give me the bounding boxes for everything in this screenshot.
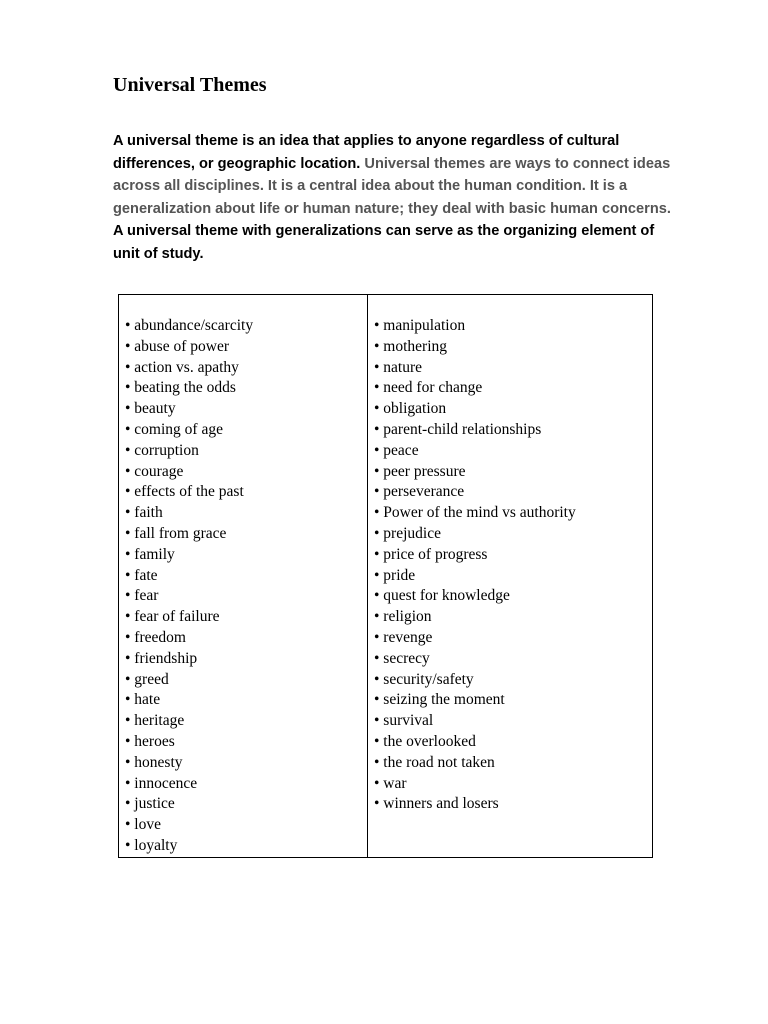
theme-list-item: • quest for knowledge (374, 587, 510, 605)
theme-list-item: • loyalty (125, 836, 178, 854)
theme-list-item: • fear (125, 587, 159, 605)
theme-list-item: • fear of failure (125, 608, 220, 626)
theme-list-item: • justice (125, 795, 175, 813)
theme-list-item: • obligation (374, 400, 447, 418)
theme-list-item: • coming of age (125, 420, 223, 438)
theme-list-item: • abundance/scarcity (125, 317, 254, 334)
theme-list-item: • religion (374, 608, 432, 626)
theme-list-item: • fate (125, 566, 158, 584)
theme-list-item: • hate (125, 691, 161, 709)
intro-paragraph (113, 130, 673, 265)
theme-list-item: • honesty (125, 753, 183, 771)
theme-list-item: • seizing the moment (374, 691, 505, 709)
theme-list-item: • action vs. apathy (125, 358, 239, 376)
page-title: Universal Themes (113, 74, 267, 96)
theme-list-item: • perseverance (374, 483, 465, 501)
themes-list-left (119, 295, 367, 857)
theme-list-item: • friendship (125, 649, 198, 667)
theme-list-item: • pride (374, 566, 416, 584)
theme-list-item: • manipulation (374, 317, 466, 334)
theme-list-item: • family (125, 545, 175, 563)
theme-list-item: • need for change (374, 379, 483, 397)
theme-list-item: • beating the odds (125, 379, 236, 397)
themes-list-right (368, 295, 652, 815)
intro-conclusion: A universal theme with generalizations can serve as the organizing element of unit of study. (113, 223, 655, 262)
theme-list-item: • parent-child relationships (374, 420, 542, 438)
intro-explanation: Universal themes are ways to connect ideas across all disciplines. It is a central idea about the human condition. It is a generalization about life or human nature; they deal with basic human concerns. (113, 155, 671, 217)
theme-list-item: • the road not taken (374, 753, 495, 771)
intro-definition: A universal theme is an idea that applies to anyone regardless of cultural differences, or geographic location. (113, 133, 620, 172)
theme-list-item: • mothering (374, 337, 448, 355)
theme-list-item: • faith (125, 504, 163, 522)
themes-column-right (368, 295, 653, 858)
theme-list-item: • abuse of power (125, 337, 229, 355)
theme-list-item: • prejudice (374, 524, 441, 542)
themes-column-left (119, 295, 368, 858)
theme-list-item: • peace (374, 441, 419, 459)
theme-list-item: • secrecy (374, 649, 430, 667)
theme-list-item: • effects of the past (125, 483, 244, 501)
theme-list-item: • corruption (125, 441, 199, 459)
theme-list-item: • price of progress (374, 545, 488, 563)
theme-list-item: • winners and losers (374, 795, 499, 813)
theme-list-item: • revenge (374, 628, 433, 646)
theme-list-item: • nature (374, 358, 423, 376)
theme-list-item: • peer pressure (374, 462, 466, 480)
theme-list-item: • beauty (125, 400, 176, 418)
themes-table-row (119, 295, 653, 858)
theme-list-item: • innocence (125, 774, 198, 792)
theme-list-item: • greed (125, 670, 169, 688)
themes-table (118, 294, 653, 858)
theme-list-item: • fall from grace (125, 524, 227, 542)
theme-list-item: • courage (125, 462, 184, 480)
theme-list-item: • heroes (125, 732, 175, 750)
theme-list-item: • love (125, 816, 161, 834)
theme-list-item: • heritage (125, 712, 185, 730)
theme-list-item: • Power of the mind vs authority (374, 504, 576, 522)
theme-list-item: • freedom (125, 628, 186, 646)
theme-list-item: • security/safety (374, 670, 474, 688)
theme-list-item: • survival (374, 712, 434, 730)
theme-list-item: • the overlooked (374, 732, 476, 750)
theme-list-item: • war (374, 774, 407, 792)
